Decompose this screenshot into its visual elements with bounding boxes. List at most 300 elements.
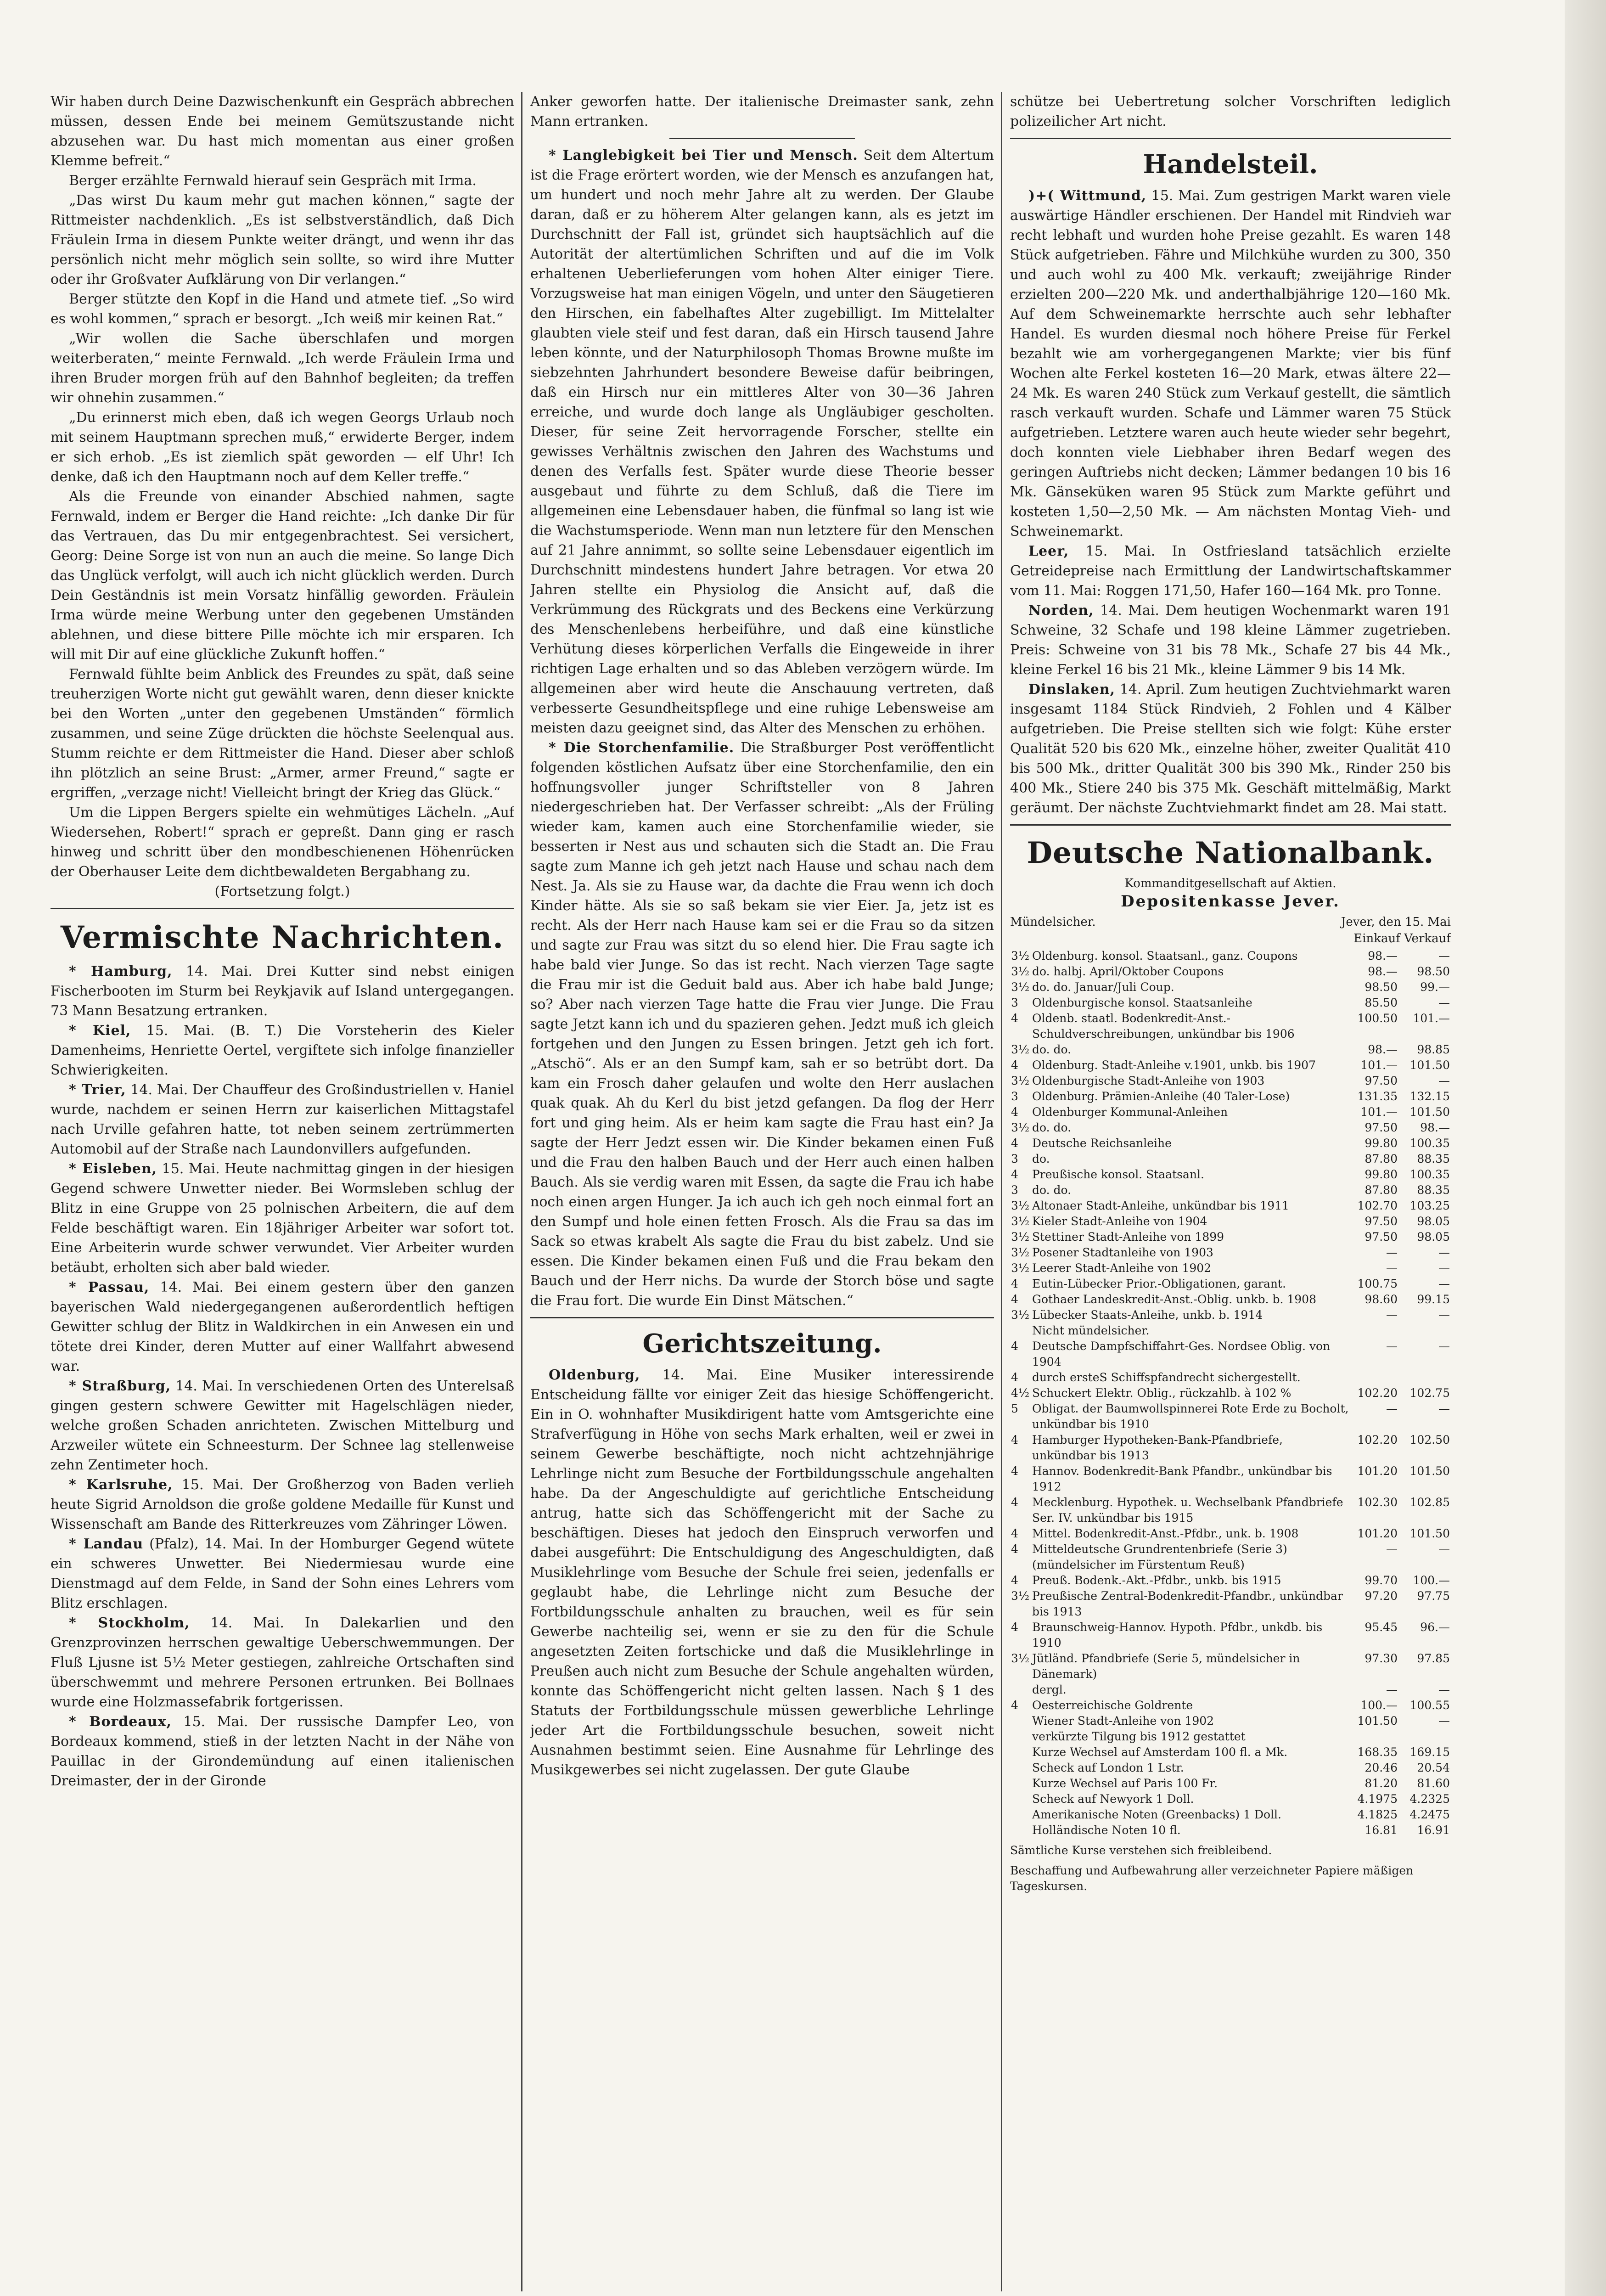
kurs-rate — [1010, 1823, 1031, 1838]
kurs-security: Preußische Zentral-Bodenkredit-Pfandbr., unkündbar bis 1913 — [1032, 1589, 1343, 1618]
news-item-text: (Pfalz), 14. Mai. In der Homburger Gegend wütete ein schweres Unwetter. Bei Niedermiesau wurde eine Dienstmagd auf dem Felde, in Sand der Sohn eines Lehrers vom Blitz erschlagen. — [51, 1536, 514, 1611]
kurs-row — [1010, 1823, 1451, 1838]
market-report — [1010, 680, 1451, 818]
news-item — [51, 1534, 514, 1613]
kurs-sell: 101.50 — [1409, 1527, 1450, 1540]
kurs-row — [1010, 1557, 1451, 1573]
court-continuation: schütze bei Uebertretung solcher Vorschriften lediglich polizeilicher Art nicht. — [1010, 94, 1451, 129]
kurs-sell: 103.25 — [1409, 1199, 1450, 1212]
kurs-row — [1010, 1542, 1451, 1557]
column-3 — [1010, 92, 1451, 1894]
misc-item-text: Seit dem Altertum ist die Frage erörtert worden, wie der Mensch es anzufangen hat, um hundert und noch mehr Jahre alt zu werden. Der Glaube daran, daß er zu höherem Alter gelangen kann, als es jetzt im Durchschnitt der Fall ist, gründet sich hauptsächlich auf die Autorität der altertümlichen Schriften und auf die im Volk erhaltenen Ueberlieferungen vom hohen Alter einiger Tiere. Vorzugsweise hat man einigen Vögeln, und unter den Säugetieren den Hirschen, ein fabelhaftes Alter zugebilligt. Im Mittelalter glaubten viele steif und fest daran, daß ein Hirsch tausend Jahre leben könnte, und der Naturphilosoph Thomas Browne mußte im siebzehnten Jahrhundert besondere Beweise dafür beibringen, daß ein Hirsch nur ein mittleres Alter von 30—36 Jahren erreiche, und wurde doch lange als Ungläubiger gescholten. Dieser, für seine Zeit hervorragende Forscher, stellte ein gewisses Verhältnis zwischen den Jahren des Wachstums und denen des Verfalls fest. Später wurde diese Theorie besser ausgebaut und führte zu dem Schluß, daß die Tiere im allgemeinen eine Lebensdauer haben, die fünfmal so lang ist wie die Wachstumsperiode. Wenn man nun letztere für den Menschen auf 21 Jahre annimmt, so sollte seine Lebensdauer eigentlich im Durchschnitt mindestens hundert Jahre betragen. Vor etwa 20 Jahren stellte ein Physiolog die Ansicht auf, daß die Verkrümmung des Rückgrats und des Beckens eine Verkürzung des Menschenlebens herbeiführe, und daß eine künstliche Verhütung dieses körperlichen Verfalls die Eingeweide in ihrer richtigen Lage erhalten und so das Ableben verzögern würde. Im allgemeinen aber wird heute die Anschauung vertreten, daß verbesserte Gesundheitspflege und eine ruhige Lebensweise am meisten dazu geeignet sind, das Alter des Menschen zu erhöhen. — [530, 147, 994, 736]
kurs-row — [1010, 1713, 1451, 1729]
kurs-sell: 99.15 — [1417, 1293, 1450, 1306]
kurs-buy: 87.80 — [1365, 1183, 1398, 1197]
kurs-security: Scheck auf Newyork 1 Doll. — [1032, 1792, 1194, 1806]
kurs-sell: — — [1438, 1402, 1450, 1415]
kurs-rate: 3½ — [1011, 1121, 1030, 1134]
kurs-buy: 87.80 — [1365, 1152, 1398, 1165]
kurs-security: Wiener Stadt-Anleihe von 1902 — [1032, 1714, 1214, 1728]
kurs-security: Preußische konsol. Staatsanl. — [1032, 1168, 1204, 1181]
kurs-rate — [1010, 1807, 1031, 1823]
kurs-security: Mitteldeutsche Grundrentenbriefe (Serie 3) — [1032, 1542, 1287, 1556]
kurs-buy: 101.20 — [1357, 1464, 1398, 1478]
column-rule — [521, 92, 522, 2291]
kurs-rate: 4 — [1011, 1168, 1018, 1181]
kurs-buy: — — [1386, 1339, 1398, 1353]
news-item-place: * Hamburg, — [69, 963, 173, 979]
kurs-buy: — — [1386, 1683, 1398, 1696]
kurs-buy — [1351, 1323, 1398, 1339]
kurs-rate — [1010, 1745, 1031, 1760]
story-paragraph: Berger stützte den Kopf in die Hand und atmete tief. „So wird es wohl kommen,“ sprach er besorgt. „Ich weiß mir keinen Rat.“ — [51, 291, 514, 327]
story-paragraph: Berger erzählte Fernwald hierauf sein Gespräch mit Irma. — [69, 173, 477, 189]
kurs-row — [1010, 1588, 1451, 1620]
kurs-buy: — — [1386, 1308, 1398, 1322]
market-report — [1010, 601, 1451, 680]
kurs-rate: 3½ — [1011, 1261, 1030, 1275]
kurs-row — [1010, 1495, 1451, 1526]
kurs-security: Oldenburger Kommunal-Anleihen — [1032, 1105, 1228, 1119]
column-1 — [51, 92, 514, 1791]
feuilleton-story — [51, 92, 514, 882]
kurs-security: do. do. Januar/Juli Coup. — [1032, 980, 1174, 994]
kurs-security: Oldenburgische Stadt-Anleihe von 1903 — [1032, 1074, 1265, 1087]
kurs-buy: 99.70 — [1365, 1574, 1398, 1587]
story-paragraph: Wir haben durch Deine Dazwischenkunft ein Gespräch abbrechen müssen, dessen Ende bei meinem Gemütszustande nicht abzusehen war. Du hast mich momentan aus einer großen Klemme befreit.“ — [51, 94, 514, 169]
kurs-sell: 101.— — [1413, 1012, 1450, 1025]
kurs-row — [1010, 1276, 1451, 1292]
kurs-rate: 4 — [1011, 1621, 1018, 1634]
kurs-rate — [1010, 1791, 1031, 1807]
kurs-sell: 16.91 — [1417, 1823, 1450, 1837]
kurs-row — [1010, 1245, 1451, 1261]
kurs-row — [1010, 1182, 1451, 1198]
kurs-rate: 4 — [1011, 1339, 1018, 1353]
misc-items — [530, 146, 994, 1311]
kurs-row — [1010, 1370, 1451, 1385]
kurs-sell: — — [1438, 1277, 1450, 1290]
kurs-sell: 4.2475 — [1409, 1808, 1450, 1821]
news-item-text: 14. Mai. In verschiedenen Orten des Unterelsaß gingen gestern schwere Gewitter mit Hagelschlägen nieder, welche großen Schaden anrichteten. Zwischen Mittelburg und Arzweiler wütete ein Schneesturm. Der Schnee lag stellenweise zehn Zentimeter hoch. — [51, 1378, 514, 1473]
scan-edge — [1565, 0, 1606, 2296]
kurs-buy: 101.— — [1360, 1058, 1398, 1072]
kurs-buy: 81.20 — [1365, 1777, 1398, 1790]
kurs-security: Posener Stadtanleihe von 1903 — [1032, 1246, 1213, 1259]
kurs-sell — [1398, 1323, 1451, 1339]
kurs-row — [1010, 1120, 1451, 1136]
kurs-row — [1010, 1167, 1451, 1182]
kurs-rate: 4 — [1011, 1105, 1018, 1119]
news-item — [51, 1475, 514, 1534]
kurs-sell: 169.15 — [1409, 1745, 1450, 1759]
news-item-text: 15. Mai. (B. T.) Die Vorsteherin des Kieler Damenheims, Henriette Oertel, vergiftete sich infolge finanzieller Schwierigkeiten. — [51, 1023, 514, 1078]
market-report — [1010, 541, 1451, 601]
kurs-row — [1010, 1323, 1451, 1339]
kurs-rate: 3½ — [1011, 1199, 1030, 1212]
kurs-note-2: Beschaffung und Aufbewahrung aller verzeichneter Papiere mäßigen Tageskursen. — [1010, 1864, 1414, 1893]
kurs-security: Obligat. der Baumwollspinnerei Rote Erde zu Bocholt, unkündbar bis 1910 — [1032, 1402, 1349, 1431]
kurs-sell: 101.50 — [1409, 1464, 1450, 1478]
kurs-sell: 101.50 — [1409, 1058, 1450, 1072]
kurs-sell: — — [1438, 1714, 1450, 1728]
kurs-sell: 102.75 — [1409, 1386, 1450, 1400]
news-item-text: 14. Mai. Drei Kutter sind nebst einigen Fischerbooten im Sturm bei Reykjavik auf Island untergegangen. 73 Mann Besatzung ertranken. — [51, 963, 514, 1019]
kurs-buy: 97.50 — [1365, 1121, 1398, 1134]
kurs-row — [1010, 1261, 1451, 1276]
market-reports — [1010, 186, 1451, 818]
kurs-rate — [1010, 1729, 1031, 1745]
kurs-buy: 102.20 — [1357, 1386, 1398, 1400]
kurs-security: do. — [1032, 1152, 1050, 1165]
kurs-security: Amerikanische Noten (Greenbacks) 1 Doll. — [1032, 1808, 1281, 1821]
kurs-buy: 101.20 — [1357, 1527, 1398, 1540]
kurs-buy — [1351, 1729, 1398, 1745]
kurs-rate — [1010, 1760, 1031, 1776]
kurs-header — [1010, 915, 1451, 929]
kurs-row — [1010, 995, 1451, 1011]
kurs-rate: 3½ — [1011, 1074, 1030, 1087]
kurs-row — [1010, 1011, 1451, 1042]
market-report-place: Leer, — [1028, 543, 1069, 559]
kurs-buy: 99.80 — [1365, 1137, 1398, 1150]
kurs-column-labels — [1010, 932, 1451, 945]
kurs-buy: 85.50 — [1365, 996, 1398, 1009]
newspaper-page — [51, 92, 1451, 2291]
kurs-row — [1010, 1526, 1451, 1542]
kurs-buy: 4.1825 — [1357, 1808, 1398, 1821]
kurs-row — [1010, 1791, 1451, 1807]
news-item-text: 15. Mai. Der russische Dampfer Leo, von Bordeaux kommend, stieß in der letzten Nacht in der Nähe von Pauillac in der Girondemündung auf einen italienischen Dreimaster, der in der Gironde — [51, 1714, 514, 1789]
kurs-row — [1010, 1385, 1451, 1401]
kurs-security: Hannov. Bodenkredit-Bank Pfandbr., unkündbar bis 1912 — [1032, 1464, 1332, 1493]
kurs-buy: 100.50 — [1357, 1012, 1398, 1025]
kurs-rate: 3½ — [1011, 1308, 1030, 1322]
kurs-rate: 3 — [1011, 1152, 1018, 1165]
kurs-security: Lübecker Staats-Anleihe, unkb. b. 1914 — [1032, 1308, 1263, 1322]
kurs-security: Deutsche Dampfschiffahrt-Ges. Nordsee Oblig. von 1904 — [1032, 1339, 1331, 1368]
kurs-rate: 4 — [1011, 1699, 1018, 1712]
kurs-sell — [1398, 1557, 1451, 1573]
kurs-rate: 3½ — [1011, 1589, 1030, 1603]
kurs-sell: 4.2325 — [1409, 1792, 1450, 1806]
kurs-row — [1010, 1807, 1451, 1823]
story-paragraph: Als die Freunde von einander Abschied nahmen, sagte Fernwald, indem er Berger die Hand reichte: „Ich danke Dir für das Vertrauen, das Du mir entgegenbrachtest. Sei versichert, Georg: Deine Sorge ist von nun an auch die meine. So lange Dich das Unglück verfolgt, will auch ich nicht glücklich werden. Durch Dein Geständnis ist mein Vorsatz hinfällig geworden. Fräulein Irma würde meine Werbung unter den gegebenen Umständen ablehnen, und diese bittere Pille möchte ich mir ersparen. Ich will mit Dir auf eine glückliche Zukunft hoffen.“ — [51, 489, 514, 663]
kurs-row — [1010, 1104, 1451, 1120]
misc-item-place: * Langlebigkeit bei Tier und Mensch. — [549, 147, 858, 163]
kurs-sell: 96.— — [1420, 1621, 1450, 1634]
kurs-sell: 102.50 — [1409, 1433, 1450, 1446]
kurs-buy: 102.30 — [1357, 1496, 1398, 1509]
kurs-row — [1010, 1745, 1451, 1760]
kurs-rate: 4 — [1011, 1464, 1018, 1478]
kurs-sell: 98.05 — [1417, 1230, 1450, 1244]
kurs-rate: 4 — [1011, 1293, 1018, 1306]
kurs-sell: 100.35 — [1409, 1168, 1450, 1181]
kurs-sell — [1398, 1370, 1451, 1385]
news-item — [51, 1712, 514, 1791]
kurs-rate: 3½ — [1011, 1246, 1030, 1259]
news-item — [51, 962, 514, 1021]
kurs-security: Oldenburg. Prämien-Anleihe (40 Taler-Lose) — [1032, 1090, 1290, 1103]
kurs-row — [1010, 1214, 1451, 1229]
court-report — [530, 1365, 994, 1780]
kurs-sell: 98.05 — [1417, 1215, 1450, 1228]
bank-branch: Depositenkasse Jever. — [1121, 892, 1340, 911]
kurs-buy: — — [1386, 1542, 1398, 1556]
kurs-buy: 98.— — [1368, 1043, 1398, 1056]
kurs-rate: 3½ — [1011, 965, 1030, 978]
kurs-rate: 3 — [1011, 996, 1018, 1009]
kurs-row — [1010, 1776, 1451, 1791]
kurs-sell: 99.— — [1420, 980, 1450, 994]
kurs-row — [1010, 1698, 1451, 1713]
kurs-sell: 132.15 — [1409, 1090, 1450, 1103]
kurs-security: Gothaer Landeskredit-Anst.-Oblig. unkb. b. 1908 — [1032, 1293, 1316, 1306]
kurs-buy: 102.70 — [1357, 1199, 1398, 1212]
story-paragraph: Um die Lippen Bergers spielte ein wehmütiges Lächeln. „Auf Wiedersehen, Robert!“ sprach er gepreßt. Dann ging er rasch hinweg und schritt über den mondbeschienenen Höhenrücken der Oberhauser Leite dem dichtbewaldeten Bergabhang zu. — [51, 805, 514, 880]
news-item-text: 14. Mai. Der Chauffeur des Großindustriellen v. Haniel wurde, nachdem er seinen Herrn zur kaiserlichen Mittagstafel nach Urville gefahren hatte, tot neben seinem zertrümmerten Automobil auf der Straße nach Laundonvillers aufgefunden. — [51, 1082, 514, 1157]
kurs-buy: 100.75 — [1357, 1277, 1398, 1290]
kurs-security: Scheck auf London 1 Lstr. — [1032, 1761, 1184, 1774]
kurs-security: Hamburger Hypotheken-Bank-Pfandbriefe, unkündbar bis 1913 — [1032, 1433, 1283, 1462]
kurs-sell: 88.35 — [1417, 1152, 1450, 1165]
kurs-security: verkürzte Tilgung bis 1912 gestattet — [1032, 1730, 1246, 1743]
kurs-sell: 97.75 — [1417, 1589, 1450, 1603]
misc-item — [530, 146, 994, 738]
kurs-sell: 98.85 — [1417, 1043, 1450, 1056]
market-report-text: 14. Mai. Dem heutigen Wochenmarkt waren 191 Schweine, 32 Schafe und 198 kleine Lämmer zugetrieben. Preis: Schweine von 31 bis 78 Mk., Schafe 27 bis 44 Mk., kleine Ferkel 16 bis 21 Mk., kleine Lämmer 9 bis 14 Mk. — [1010, 602, 1451, 678]
section-title-vermischte: Vermischte Nachrichten. — [60, 919, 505, 955]
kurs-buy: 101.— — [1360, 1105, 1398, 1119]
kurs-sell: — — [1438, 1542, 1450, 1556]
kurs-sell: 100.35 — [1409, 1137, 1450, 1150]
kurs-sell: 102.85 — [1409, 1496, 1450, 1509]
kurs-date: Jever, den 15. Mai — [1341, 915, 1451, 929]
kurs-sell — [1398, 1729, 1451, 1745]
kurs-row — [1010, 1151, 1451, 1167]
kurs-buy: 131.35 — [1357, 1090, 1398, 1103]
kurs-security: Mecklenburg. Hypothek. u. Wechselbank Pfandbriefe Ser. IV. unkündbar bis 1915 — [1032, 1496, 1343, 1525]
news-item-place: * Trier, — [69, 1082, 126, 1098]
news-item — [51, 1080, 514, 1159]
kurs-sell: — — [1438, 1246, 1450, 1259]
kurs-security: do. halbj. April/Oktober Coupons — [1032, 965, 1224, 978]
kurs-sell: 88.35 — [1417, 1183, 1450, 1197]
kurs-row — [1010, 1198, 1451, 1214]
kurs-buy: 97.20 — [1365, 1589, 1398, 1603]
news-item — [51, 1021, 514, 1080]
kurs-rate — [1010, 1557, 1031, 1573]
section-divider — [51, 908, 514, 909]
kurs-buy: 97.50 — [1365, 1215, 1398, 1228]
kurs-row — [1010, 1729, 1451, 1745]
kurs-rate: 4 — [1011, 1433, 1018, 1446]
news-item — [51, 1613, 514, 1712]
kurs-rate: 3 — [1011, 1090, 1018, 1103]
kurs-sell: 101.50 — [1409, 1105, 1450, 1119]
kurs-row — [1010, 1682, 1451, 1698]
kurs-row — [1010, 1401, 1451, 1432]
kurs-buy: — — [1386, 1261, 1398, 1275]
news-item-place: * Landau — [69, 1536, 144, 1552]
kurs-sell: — — [1438, 996, 1450, 1009]
kurs-sell: — — [1438, 1308, 1450, 1322]
story-paragraph: „Du erinnerst mich eben, daß ich wegen Georgs Urlaub noch mit seinem Hauptmann sprechen muß,“ erwiderte Berger, indem er sich erhob. „Es ist ziemlich spät geworden — elf Uhr! Ich denke, daß ich den Hauptmann noch auf dem Keller treffe.“ — [51, 410, 514, 485]
kurs-row — [1010, 1339, 1451, 1370]
fortsetzung-note: (Fortsetzung folgt.) — [214, 884, 350, 900]
kurs-sell: 100.55 — [1409, 1699, 1450, 1712]
kurs-rate: 4 — [1011, 1527, 1018, 1540]
kurs-security: Deutsche Reichsanleihe — [1032, 1137, 1172, 1150]
market-report — [1010, 186, 1451, 541]
item-divider — [669, 138, 855, 139]
news-continuation: Anker geworfen hatte. Der italienische Dreimaster sank, zehn Mann ertranken. — [530, 94, 994, 129]
section-divider — [530, 1317, 994, 1318]
kurs-rate: 5 — [1011, 1402, 1018, 1415]
kurs-rate: 4 — [1011, 1496, 1018, 1509]
kurs-security: do. do. — [1032, 1043, 1072, 1056]
news-item — [51, 1159, 514, 1277]
kurs-row — [1010, 1089, 1451, 1104]
kurs-security: Kurze Wechsel auf Amsterdam 100 fl. a Mk. — [1032, 1745, 1288, 1759]
kurs-buy: 100.— — [1360, 1699, 1398, 1712]
news-item-place: * Stockholm, — [69, 1615, 190, 1631]
kurs-rate: 4 — [1011, 1058, 1018, 1072]
news-item-place: * Kiel, — [69, 1023, 131, 1039]
kurs-security: do. do. — [1032, 1183, 1072, 1197]
kurs-security: Leerer Stadt-Anleihe von 1902 — [1032, 1261, 1212, 1275]
section-divider — [1010, 138, 1451, 139]
kurs-sell: 98.50 — [1417, 965, 1450, 978]
news-item-text: 15. Mai. Der Großherzog von Baden verlieh heute Sigrid Arnoldson die große goldene Medaille für Kunst und Wissenschaft am Bande des Ritterkreuzes vom Zähringer Löwen. — [51, 1477, 514, 1532]
kurs-security: dergl. — [1032, 1683, 1067, 1696]
news-item-place: * Eisleben, — [69, 1161, 157, 1177]
kurs-row — [1010, 1432, 1451, 1463]
kurs-row — [1010, 1573, 1451, 1588]
section-divider — [1010, 824, 1451, 826]
news-item — [51, 1277, 514, 1376]
kurs-security: do. do. — [1032, 1121, 1072, 1134]
kurs-row — [1010, 1073, 1451, 1089]
court-text: 14. Mai. Eine Musiker interessirende Entscheidung fällte vor einiger Zeit das hiesige Schöffengericht. Ein in O. wohnhafter Musikdirigent hatte vom Amtsgerichte eine Strafverfügung in Höhe von sechs Mark erhalten, weil er zwei in seinem Gewerbe beschäftigte, noch nicht achtzehnjährige Lehrlinge nicht zum Besuche der Fortbildungsschule angehalten habe. Da der Angeschuldigte auf gerichtliche Entscheidung antrug, hatte sich das Schöffengericht mit der Sache zu beschäftigen. Dieses hat jedoch den Einspruch verworfen und dabei ausgeführt: Die Entschuldigung des Angeschuldigten, daß Musiklehrlinge vom Besuche der Schule frei seien, jedenfalls er geglaubt habe, die Lehrlinge nicht zum Besuche der Fortbildungsschule anhalten zu brauchen, weil es für sein Gewerbe nachteilig sei, wenn er sie zu den für die Schule angesetzten Zeiten fortschicke und daß die Musiklehrlinge in Preußen auch nicht zum Besuche der Schule angehalten würden, konnte das Schöffengericht nicht gelten lassen. Nach § 1 des Statuts der Fortbildungsschule müssen gewerbliche Lehrlinge jeder Art die Fortbildungsschule besuchen, soweit nicht Ausnahmen bestimmt seien. Eine Ausnahme für Lehrlinge des Musikgewerbes sei nicht zugelassen. Der gute Glaube — [530, 1367, 994, 1778]
kurs-security: Kieler Stadt-Anleihe von 1904 — [1032, 1215, 1207, 1228]
kurs-sell: — — [1438, 1683, 1450, 1696]
news-item-place: * Passau, — [69, 1279, 150, 1295]
kurs-rate: 4 — [1011, 1371, 1018, 1384]
kurs-note-1: Sämtliche Kurse verstehen sich freibleibend. — [1010, 1844, 1272, 1857]
news-item-text: 14. Mai. In Dalekarlien und den Grenzprovinzen herrschen gewaltige Ueberschwemmungen. Der Fluß Ljusne ist 5½ Meter gestiegen, zahlreiche Ortschaften sind überschwemmt und mehrere Personen ertrunken. Bei Bollnaes wurde eine Holzmassefabrik fortgerissen. — [51, 1615, 514, 1710]
misc-item-text: Die Straßburger Post veröffentlicht folgenden köstlichen Aufsatz über eine Storchenfamilie, den ein hoffnungsvoller junger Schriftsteller von 8 Jahren niedergeschrieben hat. Der Verfasser schreibt: „Als der Früling wieder kam, kamen auch eine Storchenfamilie wieder, sie besserten ir Nest aus und schauten sich die Stadt an. Die Frau sagte zum Manne ich geh jetzt nach Hause und schau nach dem Nest. Ja. Als sie zu Hause war, da dachte die Frau wenn ich doch Kinder hätte. Als sie so saß bekam sie vier Eier. Ja, jetz ist es recht. Als der Herr nach Hause kam sei er die Frau so da sitzen und sagte zur Frau was sitzt du so elend hier. Die Frau sagte ich habe bald vier Junge. So das ist recht. Nach vierzen Tage sagte die Frau mir ist die Geduit bald aus. Aber ich habe bald Junge; so? Aber nach vierzen Tage hatte die Frau vier Junge. Die Frau sagte Jetzt kann ich und du spazieren gehen. Jedzt muß ich gleich fortgehen und den Jungen zu Essen bringen. Jetzt geh ich fort. „Atschö“. Als er an den Sumpf kam, sah er so betrübt dort. Da kam ein Frosch daher gelaufen und wolte den Herr auslachen quak quak. Ah du Kerl du bist jetzd gefangen. Da flog der Herr fort und ging heim. Als er heim kam sagte die Frau hast ein? Ja sagte der Herr Jedzt essen wir. Die Kinder bekamen einen Fuß und die Frau den halben Bauch und der Herr auch einen halben Bauch. Als sie verdig waren mit Essen, da sagte die Frau ich habe noch einen argen Hunger. Ja ich auch ich geh noch einmal fort an den Sumpf und hole einen fetten Frosch. Als die Frau sa das im Sack so etwas krabelt Als sagte die Frau du bist zabelz. Und sie essen. Die Kinder bekamen einen Fuß und die Frau bekam den Bauch und der Herr nichs. Da wurde der Storch böse und sagte die Frau fort. Die wurde Ein Dinst Mätschen.“ — [530, 740, 994, 1309]
misc-item-place: * Die Storchenfamilie. — [549, 740, 735, 756]
news-item-text: 14. Mai. Bei einem gestern über den ganzen bayerischen Wald niedergegangenen außerordentlich heftigen Gewitter schlug der Blitz in Waldkirchen in ein Anwesen ein und tötete drei Kinder, deren Mutter auf einer Wallfahrt abwesend war. — [51, 1279, 514, 1374]
kurs-buy: 98.— — [1368, 965, 1398, 978]
kurs-sell: 20.54 — [1417, 1761, 1450, 1774]
kurs-rate: 4 — [1011, 1012, 1018, 1025]
bank-subtitle: Kommanditgesellschaft auf Aktien. — [1124, 877, 1336, 890]
kurs-buy: 98.— — [1368, 949, 1398, 962]
kurs-security: (mündelsicher im Fürstentum Reuß) — [1032, 1558, 1245, 1571]
section-title-gerichtszeitung: Gerichtszeitung. — [642, 1328, 882, 1359]
kurs-rate — [1010, 1323, 1031, 1339]
kurs-rate — [1010, 1776, 1031, 1791]
kurs-rate: 4 — [1011, 1574, 1018, 1587]
story-paragraph: „Das wirst Du kaum mehr gut machen können,“ sagte der Rittmeister nachdenklich. „Es ist selbstverständlich, daß Dich Fräulein Irma in diesem Punkte weiter drängt, und wenn ihr das persönlich nicht mehr möglich sein sollte, so wird ihre Mutter oder ihr Großvater Aufklärung von Dir verlangen.“ — [51, 192, 514, 287]
kurs-sell: — — [1438, 1261, 1450, 1275]
misc-item — [530, 738, 994, 1311]
kurs-security: Oldenburg. Stadt-Anleihe v.1901, unkb. bis 1907 — [1032, 1058, 1316, 1072]
kurs-security: Schuckert Elektr. Oblig., rückzahlb. à 102 % — [1032, 1386, 1292, 1400]
kurs-rate: 4 — [1011, 1542, 1018, 1556]
kurs-row — [1010, 1463, 1451, 1495]
market-report-text: 15. Mai. Zum gestrigen Markt waren viele auswärtige Händler erschienen. Der Handel mit Rindvieh war recht lebhaft und wurden hohe Preise gezahlt. Es waren 148 Stück aufgetrieben. Fähre und Milchkühe wurden zu 300, 350 und auch wohl zu 400 Mk. verkauft; zweijährige Rinder erzielten 200—220 Mk. und anderthalbjährige 120—160 Mk. Auf dem Schweinemarkte herrschte auch sehr lebhafter Handel. Es wurden diesmal noch höhere Preise für Ferkel bezahlt wie am vorhergegangenen Markte; vier bis fünf Wochen alte Ferkel kosteten 16—20 Mark, etwas ältere 22—24 Mk. Es waren 240 Stück zum Verkauf gestellt, die sämtlich rasch verkauft wurden. Schafe und Lämmer waren 75 Stück aufgetrieben. Letztere waren auch heute wieder sehr begehrt, doch konnten viele Liebhaber ihren Bedarf wegen des geringen Auftriebs nicht decken; Lämmer bedangen 10 bis 16 Mk. Gänseküken waren 95 Stück zum Markte geführt und kosteten 1,50—2,50 Mk. — Am nächsten Montag Vieh- und Schweinemarkt. — [1010, 188, 1451, 540]
kurs-security: Oldenburg. konsol. Staatsanl., ganz. Coupons — [1032, 949, 1298, 962]
kurs-row — [1010, 1651, 1451, 1682]
kurs-row — [1010, 1058, 1451, 1073]
kurs-row — [1010, 1042, 1451, 1058]
kurs-security: Oldenb. staatl. Bodenkredit-Anst.-Schuldverschreibungen, unkündbar bis 1906 — [1032, 1012, 1295, 1041]
kurs-buy: 98.50 — [1365, 980, 1398, 994]
kurs-security: Holländische Noten 10 fl. — [1032, 1823, 1181, 1837]
kurs-sell: — — [1438, 1074, 1450, 1087]
court-place: Oldenburg, — [549, 1367, 640, 1383]
market-report-text: 14. April. Zum heutigen Zuchtviehmarkt waren insgesamt 1184 Stück Rindvieh, 2 Fohlen und 4 Kälber aufgetrieben. Die Preise stellten sich wie folgt: Kühe erster Qualität 520 bis 620 Mk., einzelne höher, zweiter Qualität 410 bis 500 Mk., dritter Qualität 300 bis 390 Mk., Rinder 250 bis 400 Mk., Stiere 240 bis 375 Mk. Geschäft mittelmäßig, Markt geräumt. Der nächste Zuchtviehmarkt findet am 28. Mai statt. — [1010, 681, 1451, 816]
kurs-security: Preuß. Bodenk.-Akt.-Pfdbr., unkb. bis 1915 — [1032, 1574, 1281, 1587]
kurs-row — [1010, 1229, 1451, 1245]
kurs-buy: 97.30 — [1365, 1652, 1398, 1665]
kurs-buy: 4.1975 — [1357, 1792, 1398, 1806]
kurs-buy: 97.50 — [1365, 1074, 1398, 1087]
section-title-handelsteil: Handelsteil. — [1143, 149, 1318, 180]
bank-title: Deutsche Nationalbank. — [1027, 836, 1434, 870]
news-item-place: * Karlsruhe, — [69, 1477, 173, 1493]
kurs-rate: 3½ — [1011, 980, 1030, 994]
kurs-security: Oesterreichische Goldrente — [1032, 1699, 1193, 1712]
kurs-security: Stettiner Stadt-Anleihe von 1899 — [1032, 1230, 1224, 1244]
news-list — [51, 962, 514, 1791]
kurs-sell: — — [1438, 949, 1450, 962]
kurs-category: Mündelsicher. — [1010, 915, 1096, 929]
kurs-security: Oldenburgische konsol. Staatsanleihe — [1032, 996, 1252, 1009]
news-item — [51, 1376, 514, 1475]
kurs-buy — [1351, 1557, 1398, 1573]
kurs-row — [1010, 948, 1451, 964]
kurs-rate: 4 — [1011, 1137, 1018, 1150]
kurs-rate: 3½ — [1011, 1230, 1030, 1244]
kurs-rate: 3½ — [1011, 1215, 1030, 1228]
news-item-place: * Bordeaux, — [69, 1714, 172, 1730]
kurs-row — [1010, 979, 1451, 995]
kurs-security: durch ersteS Schiffspfandrecht sichergestellt. — [1032, 1371, 1301, 1384]
kurs-buy: 16.81 — [1365, 1823, 1398, 1837]
kurs-buy: — — [1386, 1246, 1398, 1259]
kurs-buy: 99.80 — [1365, 1168, 1398, 1181]
kurs-row — [1010, 1307, 1451, 1323]
kurs-sell: 97.85 — [1417, 1652, 1450, 1665]
kurs-security: Kurze Wechsel auf Paris 100 Fr. — [1032, 1777, 1218, 1790]
kurs-security: Nicht mündelsicher. — [1032, 1324, 1150, 1337]
kurs-sell: 98.— — [1420, 1121, 1450, 1134]
kurs-rate: 3 — [1011, 1183, 1018, 1197]
kurs-security: Mittel. Bodenkredit-Anst.-Pfdbr., unk. b. 1908 — [1032, 1527, 1299, 1540]
kurs-buy: — — [1386, 1402, 1398, 1415]
kurs-buy: 95.45 — [1365, 1621, 1398, 1634]
news-item-place: * Straßburg, — [69, 1378, 171, 1394]
kurs-buy: 97.50 — [1365, 1230, 1398, 1244]
kurs-rate: 3½ — [1011, 1652, 1030, 1665]
kurs-sell: 81.60 — [1417, 1777, 1450, 1790]
kurs-row — [1010, 1620, 1451, 1651]
